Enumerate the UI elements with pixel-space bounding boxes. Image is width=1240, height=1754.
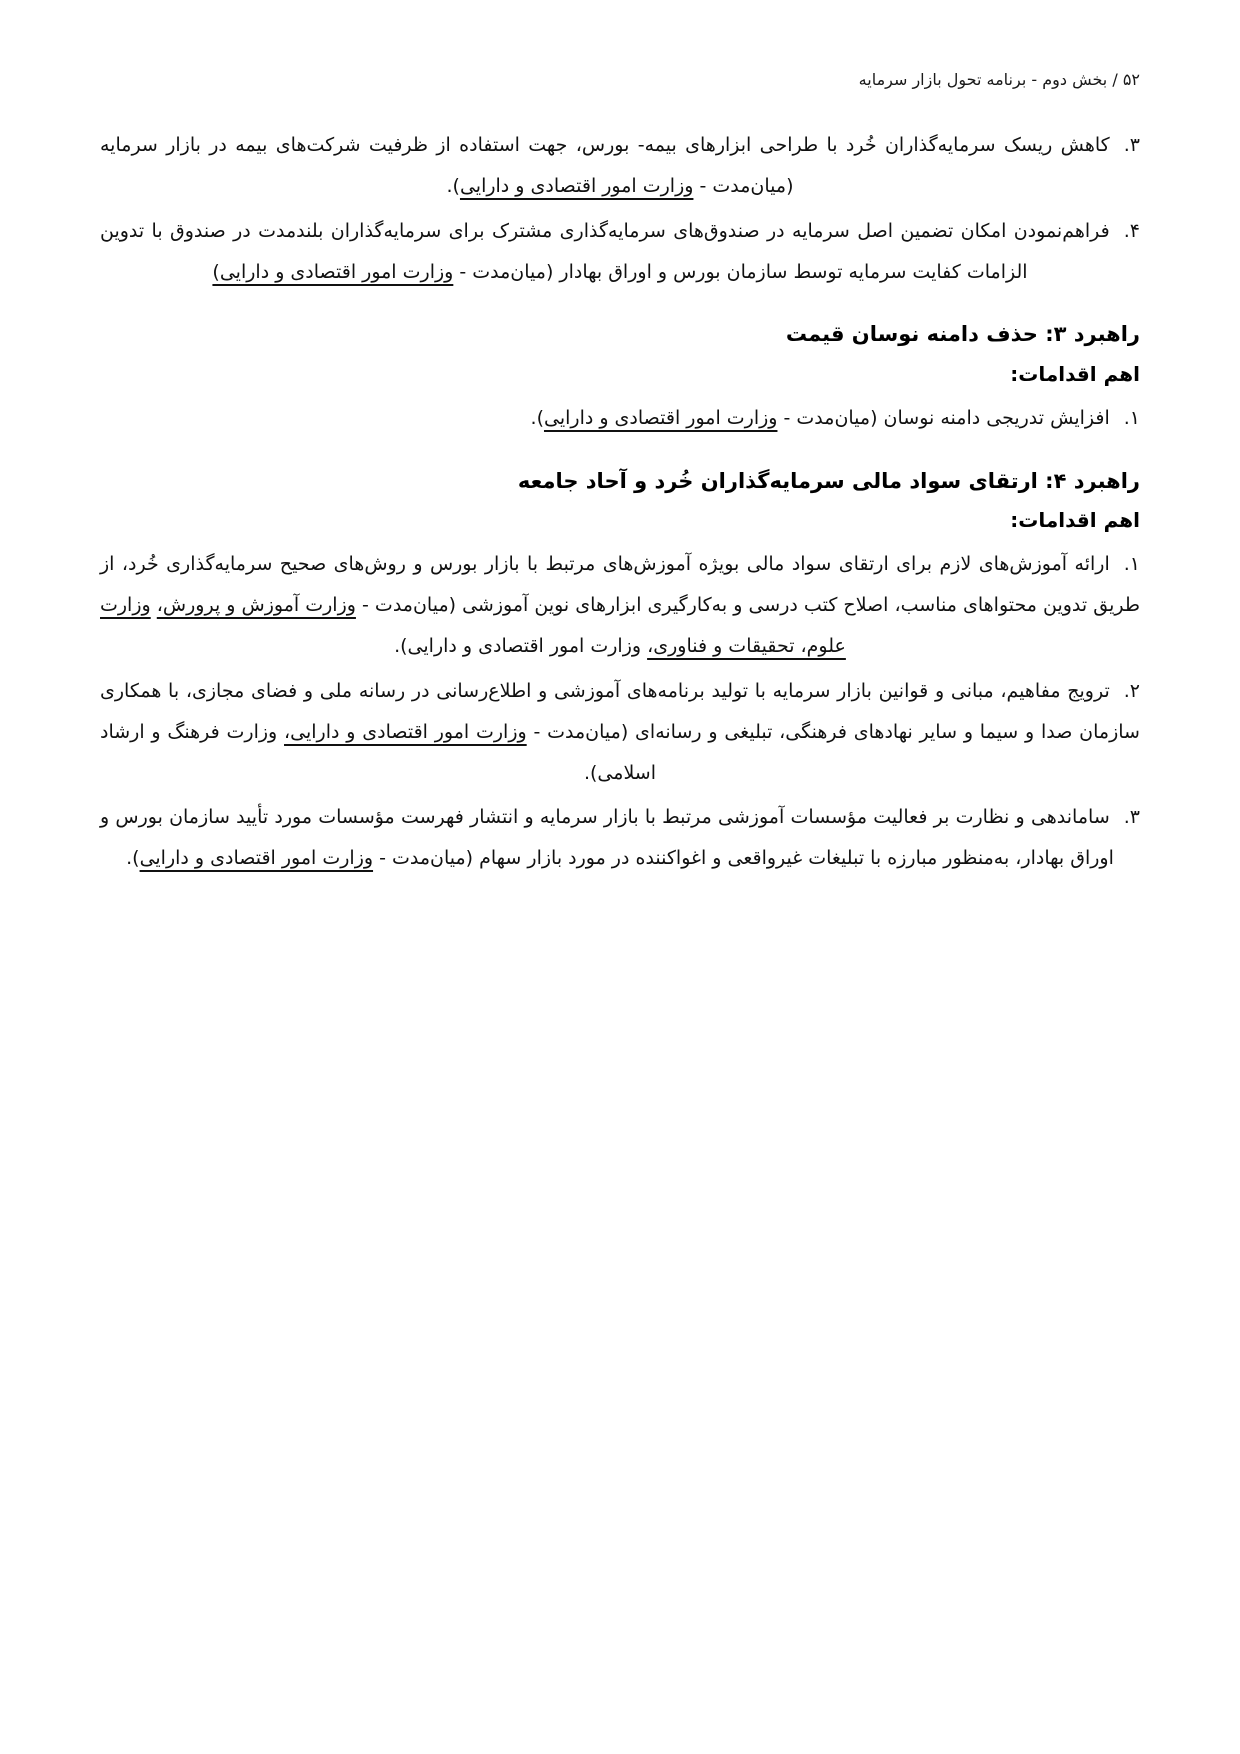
strategy-3-actions-label: اهم اقدامات: <box>1010 361 1140 386</box>
item-text: ). <box>530 406 544 429</box>
underlined-ministry-text: وزارت امور اقتصادی و دارایی <box>459 174 694 197</box>
item-text: فراهم‌نمودن امکان تضمین اصل سرمایه در صندوق‌های سرمایه‌گذاری مشترک برای سرمایه‌گذاران بلندمدت در صندوق با تدوین الزامات کفایت سرمایه توسط سازمان بورس و اوراق بهادار (میان‌مدت - <box>100 219 1110 283</box>
item-text: ). <box>446 174 460 197</box>
item-number: ۳. <box>1123 806 1140 829</box>
underlined-ministry-text: وزارت امور اقتصادی و دارایی) <box>212 260 454 283</box>
underlined-ministry-text: وزارت امور اقتصادی و دارایی <box>139 847 374 870</box>
strategy-4-actions-label: اهم اقدامات: <box>1010 508 1140 533</box>
item-text: ). <box>126 847 140 870</box>
running-head-text: ۵۲ / بخش دوم - برنامه تحول بازار سرمایه <box>858 70 1140 89</box>
list-item-3 <box>100 797 1140 879</box>
list-item-3 <box>100 125 1140 207</box>
underlined-ministry-text: وزارت امور اقتصادی و دارایی <box>543 406 778 429</box>
item-number: ۳. <box>1123 134 1140 156</box>
list-item-1 <box>100 398 1140 439</box>
page-header <box>100 70 1140 89</box>
numbered-list-continued <box>100 125 1140 292</box>
item-text: ارائه آموزش‌های لازم برای ارتقای سواد مالی بویژه آموزش‌های مرتبط با بازار بورس و روش‌های صحیح سرمایه‌گذاری خُرد، از طریق تدوین محتواهای مناسب، اصلاح کتب درسی و به‌کارگیری ابزارهای نوین آموزشی (میان‌مدت - <box>100 553 1140 617</box>
item-text: ترویج مفاهیم، مبانی و قوانین بازار سرمایه با تولید برنامه‌های آموزشی و اطلاع‌رسانی در رسانه ملی و فضای مجازی، با همکاری سازمان صدا و سیما و سایر نهادهای فرهنگی، تبلیغی و رسانه‌ای (میان‌مدت - <box>100 679 1140 743</box>
list-item-4 <box>100 211 1140 293</box>
item-text: وزارت فرهنگ و ارشاد اسلامی). <box>100 720 656 784</box>
strategy-4-actions-list <box>100 544 1140 879</box>
item-text: ساماندهی و نظارت بر فعالیت مؤسسات آموزشی مرتبط با بازار سرمایه و انتشار فهرست مؤسسات مورد تأیید سازمان بورس و اوراق بهادار، به‌منظور مبارزه با تبلیغات غیرواقعی و اغواکننده در مورد بازار سهام (میان‌مدت - <box>100 806 1114 870</box>
item-number: ۲. <box>1123 679 1140 702</box>
item-number: ۱. <box>1123 553 1140 576</box>
list-item-1 <box>100 544 1140 667</box>
underlined-ministry-text: وزارت امور اقتصادی و دارایی، <box>284 720 527 743</box>
item-text: کاهش ریسک سرمایه‌گذاران خُرد با طراحی ابزارهای بیمه- بورس، جهت استفاده از ظرفیت شرکت‌های بیمه در بازار سرمایه (میان‌مدت - <box>100 134 1110 197</box>
item-number: ۴. <box>1123 219 1140 242</box>
item-number: ۱. <box>1123 406 1140 429</box>
list-item-2 <box>100 671 1140 794</box>
strategy-4-heading: راهبرد ۴: ارتقای سواد مالی سرمایه‌گذاران خُرد و آحاد جامعه <box>517 468 1140 493</box>
item-text: وزارت امور اقتصادی و دارایی). <box>394 635 648 658</box>
strategy-3-heading: راهبرد ۳: حذف دامنه نوسان قیمت <box>785 322 1140 347</box>
underlined-ministry-text: وزارت آموزش و پرورش، <box>156 594 356 617</box>
underlined-ministry-text: وزارت علوم، تحقیقات و فناوری، <box>100 594 846 658</box>
strategy-3-actions-list <box>100 398 1140 439</box>
item-text: افزایش تدریجی دامنه نوسان (میان‌مدت - <box>777 406 1110 429</box>
